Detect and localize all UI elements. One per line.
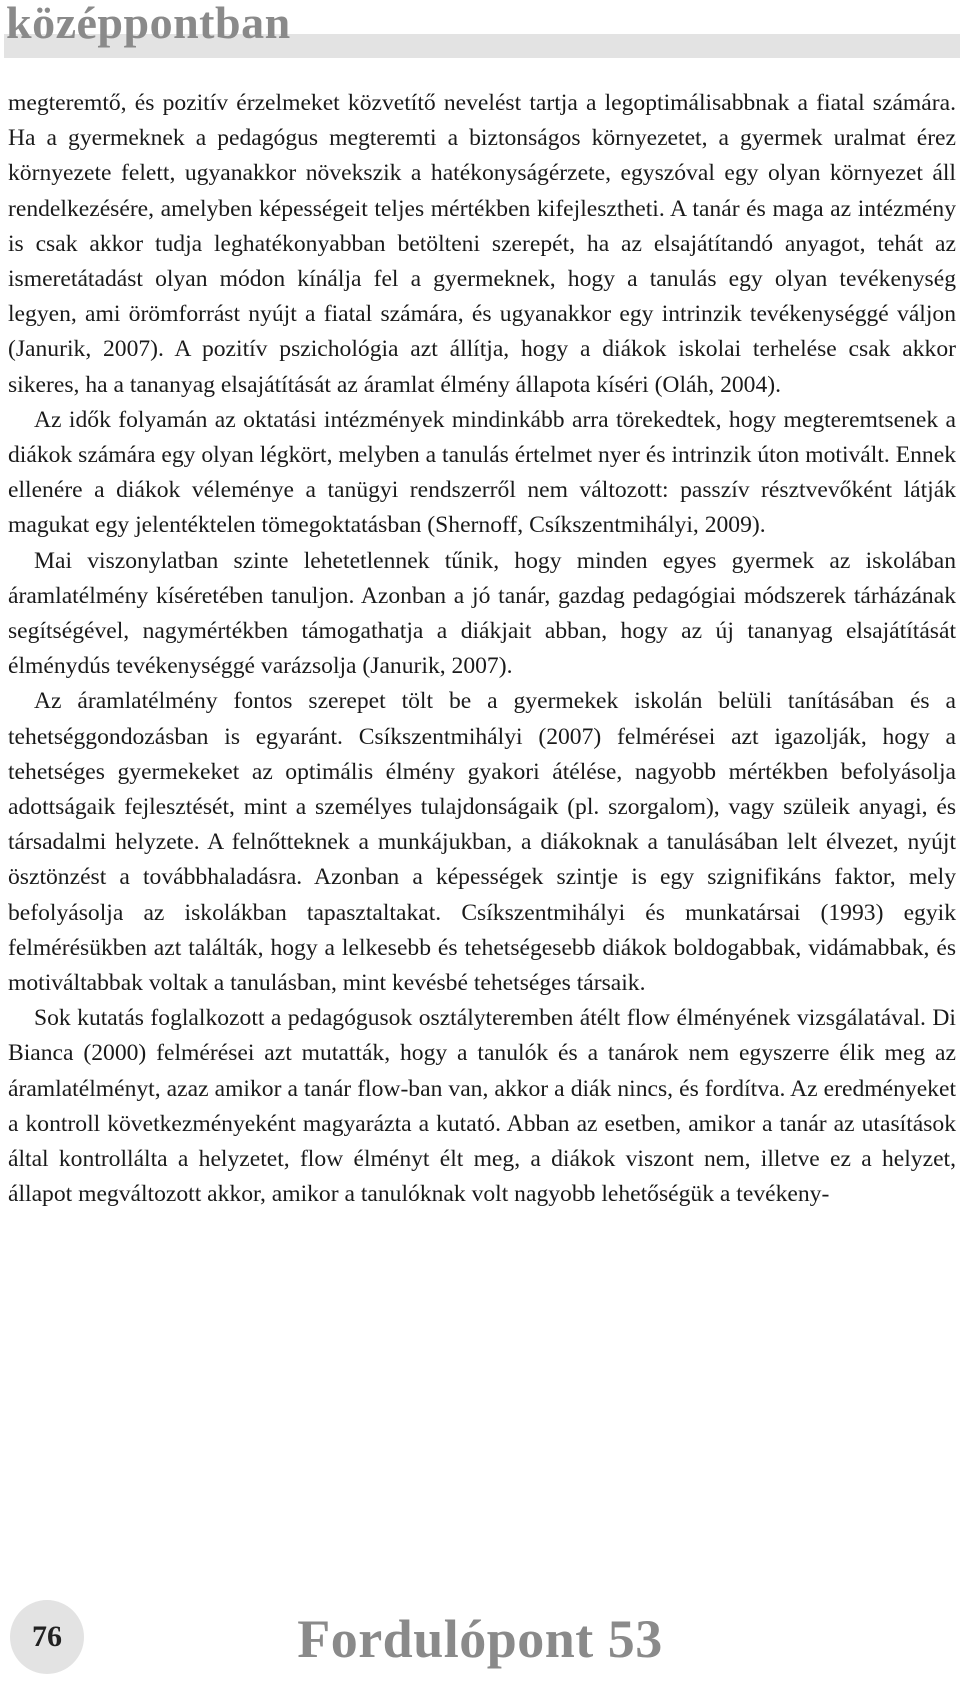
page-header — [0, 0, 960, 62]
paragraph-4: Az áramlatélmény fontos szerepet tölt be a gyermekek iskolán belüli tanításában és a tehetséggondozásban is egyaránt. Csíkszentmihályi (2007) felmérései azt igazolják, hogy a tehetséges gyermekeket az optimális élmény gyakori átélése, nagyobb mértékben befolyásolja adottságaik fejlesztését, mint a személyes tulajdonságaik (pl. szorgalom), vagy szüleik anyagi, és társadalmi helyzete. A felnőtteknek a munkájukban, a diákoknak a tanulásában lelt élvezet, nyújt ösztönzést a továbbhaladásra. Azonban a képességek szintje is egy szignifikáns faktor, mely befolyásolja az iskolákban tapasztaltakat. Csíkszentmihályi és munkatársai (1993) egyik felmérésükben azt találták, hogy a lelkesebb és tehetségesebb diákok boldogabbak, vidámabbak, és motiváltabbak voltak a tanulásban, mint kevésbé tehetséges társaik. — [8, 688, 956, 997]
paragraph-3: Mai viszonylatban szinte lehetetlennek tűnik, hogy minden egyes gyermek az iskolában áramlatélmény kíséretében tanuljon. Azonban a jó tanár, gazdag pedagógiai módszerek tárházának segítségével, nagymértékben támogathatja a diákjait abban, hogy az új tananyag elsajátítását élménydús tevékenységgé varázsolja (Janurik, 2007). — [8, 547, 956, 680]
paragraph-5: Sok kutatás foglalkozott a pedagógusok osztályteremben átélt flow élményének vizsgálatával. Di Bianca (2000) felmérései azt mutatták, hogy a tanulók és a tanárok nem egyszerre élik meg az áramlatélményt, azaz amikor a tanár flow-ban van, akkor a diák nincs, és fordítva. Az eredményeket a kontroll következményeként magyarázta a kutató. Abban az esetben, amikor a tanár az utasítások által kontrollálta a helyzetet, flow élményt élt meg, a diákok viszont nem, illetve ez a helyzet, állapot megváltozott akkor, amikor a tanulóknak volt nagyobb lehetőségük a tevékeny- — [8, 1005, 956, 1208]
page-number: 76 — [32, 1620, 62, 1653]
paragraph-2: Az idők folyamán az oktatási intézmények mindinkább arra törekedtek, hogy megteremtsenek a diákok számára egy olyan légkört, melyben a tanulás értelmet nyer és intrinzik úton motivált. Ennek ellenére a diákok véleménye a tanügyi rendszerről nem változott: passzív résztvevőként látják magukat egy jelentéktelen tömegoktatásban (Shernoff, Csíkszentmihályi, 2009). — [8, 406, 956, 539]
section-title: középpontban — [6, 0, 291, 48]
journal-title: Fordulópont 53 — [297, 1609, 663, 1669]
article-body — [8, 86, 956, 1213]
paragraph-1: megteremtő, és pozitív érzelmeket közvetítő nevelést tartja a legoptimálisabbnak a fiatal számára. Ha a gyermeknek a pedagógus megteremti a biztonságos környezetet, a gyermek uralmat érez környezete felett, ugyanakkor növekszik a hatékonyságérzete, egyszóval egy olyan környezet áll rendelkezésére, amelyben képességeit teljes mértékben kifejlesztheti. A tanár és maga az intézmény is csak akkor tudja leghatékonyabban betölteni szerepét, ha az elsajátítandó anyagot, tehát az ismeretátadást olyan módon kínálja fel a gyermeknek, hogy a tanulás egy olyan tevékenység legyen, ami örömforrást nyújt a fiatal számára, és ugyanakkor egy intrinzik tevékenységgé váljon (Janurik, 2007). A pozitív pszichológia azt állítja, hogy a diákok iskolai terhelése csak akkor sikeres, ha a tananyag elsajátítását az áramlat élmény állapota kíséri (Oláh, 2004). — [8, 90, 956, 398]
